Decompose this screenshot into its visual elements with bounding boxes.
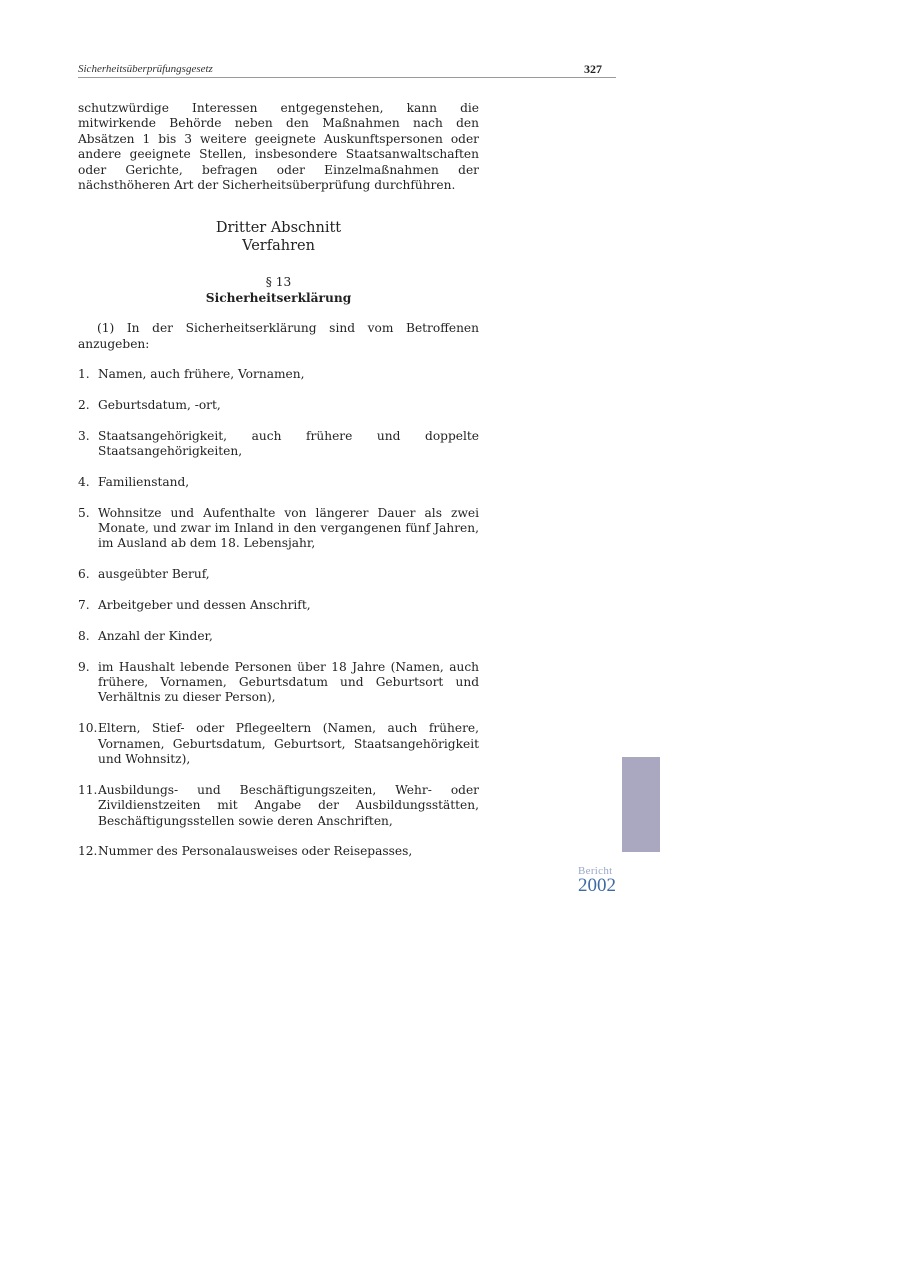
item-number: 9. xyxy=(78,659,90,674)
list-item xyxy=(78,367,479,382)
item-text: Arbeitgeber und dessen Anschrift, xyxy=(98,598,311,613)
paragraph-title: Sicherheitserklärung xyxy=(205,290,352,305)
logo-word: Bericht xyxy=(578,865,613,877)
item-number: 8. xyxy=(78,628,90,643)
item-number: 11. xyxy=(78,782,98,797)
intro-paragraph: (1) In der Sicherheitserklärung sind vom Betroffenen anzugeben: xyxy=(78,321,479,351)
page-number: 327 xyxy=(584,62,602,76)
item-text: Familienstand, xyxy=(98,474,190,489)
list-item xyxy=(78,506,479,552)
item-number: 4. xyxy=(78,474,90,489)
item-number: 1. xyxy=(78,367,90,382)
continuation-paragraph: schutzwürdige Interessen entgegenstehen, kann die mitwirkende Behörde neben den Maßnahmen nach den Absätzen 1 bis 3 weitere geeignete Auskunftspersonen oder andere geeignete Stellen, insbesondere Staatsanwaltschaften oder Gerichte, befragen oder Einzelmaßnahmen der nächsthöheren Art der Sicherheitsüberprüfung durchführen. xyxy=(78,101,479,193)
report-logo xyxy=(578,866,638,894)
item-number: 10. xyxy=(78,721,98,736)
list-item xyxy=(78,629,479,644)
list-item xyxy=(78,567,479,582)
item-text: ausgeübter Beruf, xyxy=(98,567,210,582)
item-number: 2. xyxy=(78,397,90,412)
main-column xyxy=(78,101,479,875)
item-text: im Haushalt lebende Personen über 18 Jahre (Namen, auch frühere, Vornamen, Geburtsdatum und Geburtsort und Verhältnis zu dieser Person), xyxy=(98,659,479,705)
list-item xyxy=(78,844,479,859)
item-text: Wohnsitze und Aufenthalte von längerer Dauer als zwei Monate, und zwar im Inland in den vergangenen fünf Jahren, im Ausland ab dem 18. Lebensjahr, xyxy=(98,505,479,551)
section-heading xyxy=(78,219,479,255)
list-item xyxy=(78,429,479,460)
item-number: 6. xyxy=(78,567,90,582)
item-text: Namen, auch frühere, Vornamen, xyxy=(98,367,305,382)
item-number: 3. xyxy=(78,428,90,443)
list-item xyxy=(78,783,479,829)
item-text: Nummer des Personalausweises oder Reisepasses, xyxy=(98,844,413,859)
item-number: 12. xyxy=(78,844,98,859)
section-title: Dritter Abschnitt xyxy=(215,220,342,237)
item-text: Ausbildungs- und Beschäftigungszeiten, Wehr- oder Zivildienstzeiten mit Angabe der Ausbildungsstätten, Beschäftigungsstellen sowie deren Anschriften, xyxy=(98,782,479,828)
item-text: Staatsangehörigkeit, auch frühere und doppelte Staatsangehörigkeiten, xyxy=(98,428,479,459)
item-text: Eltern, Stief- oder Pflegeeltern (Namen, auch frühere, Vornamen, Geburtsdatum, Geburtsort, Staatsangehörigkeit und Wohnsitz), xyxy=(98,721,479,767)
list-item xyxy=(78,721,479,767)
list-item xyxy=(78,475,479,490)
sidebar-color-bar xyxy=(622,757,660,852)
section-subtitle: Verfahren xyxy=(242,238,315,255)
item-text: Anzahl der Kinder, xyxy=(98,628,213,643)
running-title: Sicherheitsüberprüfungsgesetz xyxy=(78,63,213,75)
page-header xyxy=(78,62,616,78)
item-number: 7. xyxy=(78,598,90,613)
item-list xyxy=(78,367,479,860)
list-item xyxy=(78,660,479,706)
item-text: Geburtsdatum, -ort, xyxy=(98,397,221,412)
list-item xyxy=(78,598,479,613)
logo-year: 2002 xyxy=(578,875,616,896)
item-number: 5. xyxy=(78,505,90,520)
paragraph-number: § 13 xyxy=(265,275,292,290)
list-item xyxy=(78,398,479,413)
